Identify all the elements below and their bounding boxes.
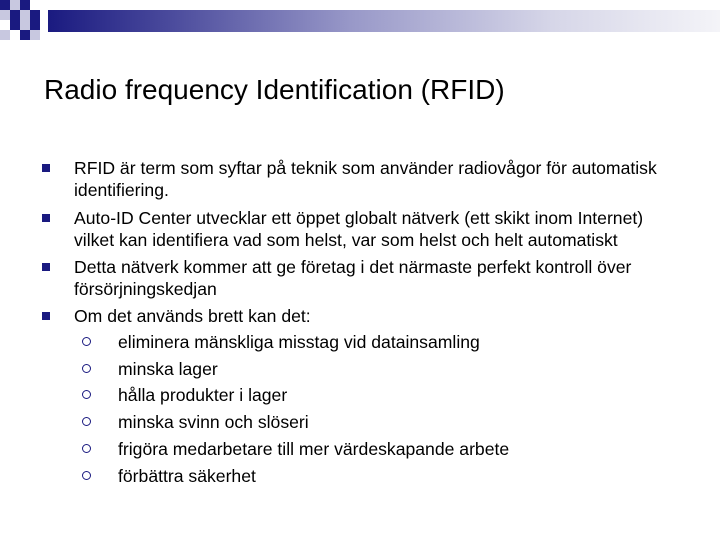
bullet-item [42,256,682,300]
deco-square-lavender [30,30,40,40]
bullet-item [42,207,682,251]
deco-square-lavender [10,0,20,10]
hollow-circle-bullet-icon [82,364,91,373]
deco-square-lavender [20,20,30,30]
navy-square-bullet-icon [42,164,50,172]
sub-bullet-item [82,329,682,356]
deco-square-navy [30,20,40,30]
hollow-circle-bullet-icon [82,417,91,426]
deco-square-lavender [0,30,10,40]
sub-bullet-item [82,356,682,383]
sub-bullet-item [82,382,682,409]
sub-bullet-text: minska svinn och slöseri [118,412,309,433]
deco-square-navy [30,10,40,20]
bullet-text: Om det används brett kan det: [74,306,311,326]
bullet-list [42,157,682,489]
bullet-text: Auto-ID Center utvecklar ett öppet globalt nätverk (ett skikt inom Internet) vilket kan identifiera vad som helst, var som helst och helt automatiskt [74,208,644,250]
deco-square-lavender [0,10,10,20]
hollow-circle-bullet-icon [82,444,91,453]
bullet-item [42,157,682,201]
header-gradient-band [48,10,720,32]
deco-square-navy [20,30,30,40]
navy-square-bullet-icon [42,263,50,271]
navy-square-bullet-icon [42,214,50,222]
bullet-text: RFID är term som syftar på teknik som använder radiovågor för automatisk identifiering. [74,158,657,200]
header-decoration [0,0,720,48]
sub-bullet-text: eliminera mänskliga misstag vid datainsamling [118,332,480,352]
hollow-circle-bullet-icon [82,337,91,346]
sub-bullet-text: förbättra säkerhet [118,465,256,486]
navy-square-bullet-icon [42,312,50,320]
bullet-item [42,305,682,327]
deco-square-navy [10,10,20,20]
slide-title: Radio frequency Identification (RFID) [44,74,505,105]
hollow-circle-bullet-icon [82,390,91,399]
sub-bullet-item [82,409,682,436]
sub-bullet-text: minska lager [118,358,218,379]
sub-bullet-item [82,463,682,490]
sub-bullet-list [42,329,682,489]
deco-square-lavender [20,10,30,20]
hollow-circle-bullet-icon [82,471,91,480]
sub-bullet-text: frigöra medarbetare till mer värdeskapande arbete [118,438,510,459]
bullet-text: Detta nätverk kommer att ge företag i det närmaste perfekt kontroll över försörjningskedjan [74,257,632,299]
deco-square-navy [20,0,30,10]
sub-bullet-text: hålla produkter i lager [118,385,288,406]
deco-square-navy [0,0,10,10]
deco-square-navy [10,20,20,30]
sub-bullet-item [82,436,682,463]
